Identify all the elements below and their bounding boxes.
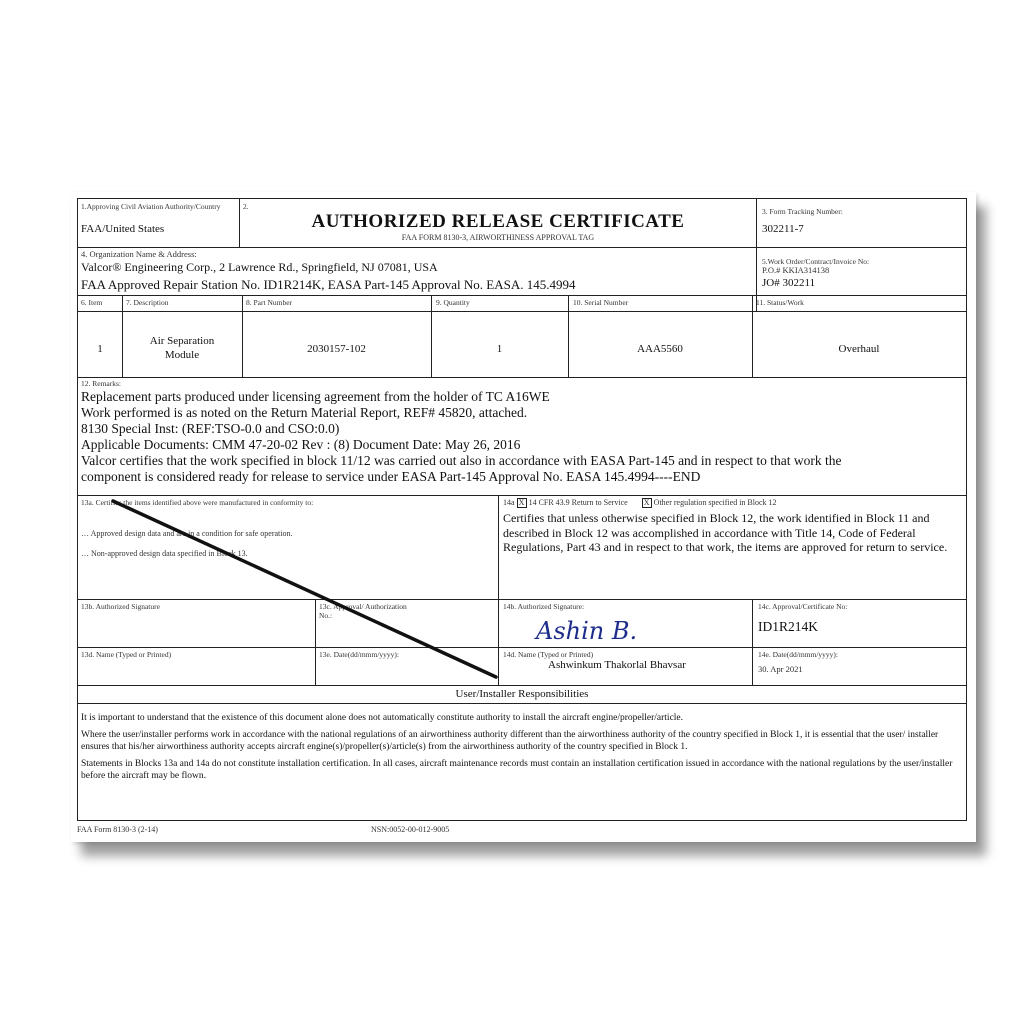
block4-line1: Valcor® Engineering Corp., 2 Lawrence Rd., Springfield, NJ 07081, USA [81,260,438,274]
block14a-checkbox-other[interactable]: X [642,498,652,508]
remarks-line: Valcor certifies that the work specified in block 11/12 was carried out also in accordance with EASA Part-145 and in respect to that work the [81,453,842,468]
remarks-line: component is considered ready for release to service under EASA Part-145 Approval No. EASA 145.4994----END [81,469,701,484]
row-part: 2030157-102 [307,343,366,355]
col-status-header: 11. Status/Work [756,298,804,307]
block13a-option2: … Non-approved design data specified in Block 13. [81,549,248,558]
block5-label: 5.Work Order/Contract/Invoice No: [762,257,870,266]
block3-label: 3. Form Tracking Number: [762,207,843,216]
block13a-option2-text: Non-approved design data specified in Block 13. [91,549,248,558]
block14a-header [503,498,777,508]
block14d-value: Ashwinkum Thakorlal Bhavsar [548,659,686,671]
block13a-label: 13a. Certifies the items identified above were manufactured in conformity to: [81,498,314,507]
row-qty: 1 [496,343,503,355]
block5-line1: P.O.# KKIA314138 [762,265,830,275]
block13a-option1-text: Approved design data and are in a condition for safe operation. [90,529,293,538]
responsibilities-paragraph: It is important to understand that the existence of this document alone does not automatically constitute authority to install the aircraft engine/propeller/article. [81,713,684,723]
block13d-label: 13d. Name (Typed or Printed) [81,650,172,659]
block14a-label: 14a [503,498,515,507]
responsibilities-body [81,712,961,782]
block14a-checkbox-return[interactable]: X [517,498,527,508]
block3-value: 302211-7 [762,223,804,235]
block4-label: 4. Organization Name & Address: [81,249,197,259]
remarks-block [81,389,961,485]
block1-value: FAA/United States [81,223,165,235]
certificate-sheet [71,192,976,842]
row-serial: AAA5560 [637,343,683,355]
footer-form-number: FAA Form 8130-3 (2-14) [77,825,158,834]
row-desc-line1: Air Separation [149,335,215,347]
void-strike-line [78,495,508,685]
remarks-line: Work performed is as noted on the Return Material Report, REF# 45820, attached. [81,405,528,420]
block14e-label: 14e. Date(dd/mmm/yyyy): [758,650,838,659]
block14c-label: 14c. Approval/Certificate No: [758,602,848,611]
block13c-label: 13c. Approval/ Authorization No.: [319,602,407,620]
remarks-line: Applicable Documents: CMM 47-20-02 Rev : (8) Document Date: May 26, 2016 [81,437,521,452]
responsibilities-paragraph: Where the user/installer performs work in accordance with the national regulations of an airworthiness authority different than the airworthiness authority of the country specified in Block 1, it is essential that the user/ installer ensures that his/her airworthiness authority accepts aircraft engine(s)/propeller(s)/article(s) from the airworthiness authority of the country specified in Block 1. [81,730,939,752]
authorized-signature: Ashin B. [536,617,638,645]
col-item-header: 6. Item [81,298,103,307]
block13e-label: 13e. Date(dd/mmm/yyyy): [319,650,399,659]
remarks-line: 8130 Special Inst: (REF:TSO-0.0 and CSO:0.0) [81,421,340,436]
block1-label: 1.Approving Civil Aviation Authority/Country [81,202,221,211]
block14a-option2: Other regulation specified in Block 12 [653,498,777,507]
block14a-text: Certifies that unless otherwise specified in Block 12, the work identified in Block 11 and described in Block 12 was accomplished in accordance with Title 14, Code of Federal Regulations, Part 43 and in respect to that work, the items are approved for return to service. [503,511,948,554]
remarks-label: 12. Remarks: [81,379,121,388]
col-desc-header: 7. Description [126,298,169,307]
col-part-header: 8. Part Number [246,298,293,307]
row-desc-line2: Module [164,349,200,361]
remarks-line: Replacement parts produced under licensing agreement from the holder of TC A16WE [81,389,550,404]
row-item: 1 [97,343,103,355]
block5-line2: JO# 302211 [762,277,816,289]
block13a-option1: … Approved design data and are in a condition for safe operation. [81,529,293,538]
footer-nsn: NSN:0052-00-012-9005 [371,825,450,834]
block14e-value: 30. Apr 2021 [758,664,803,674]
block14c-value: ID1R214K [758,619,818,634]
responsibilities-paragraph: Statements in Blocks 13a and 14a do not constitute installation certification. In all cases, aircraft maintenance records must contain an installation certification issued in accordance with the national regulations by the user/installer before the aircraft may be flown. [81,759,953,781]
row-status: Overhaul [838,343,880,355]
form-title: AUTHORIZED RELEASE CERTIFICATE [311,211,685,232]
block14b-label: 14b. Authorized Signature: [503,602,585,611]
block4-line2: FAA Approved Repair Station No. ID1R214K, EASA Part-145 Approval No. EASA. 145.4994 [81,277,576,292]
col-serial-header: 10. Serial Number [573,298,629,307]
responsibilities-title: User/Installer Responsibilities [455,688,589,700]
block2-label: 2. [243,202,249,211]
col-qty-header: 9. Quantity [436,298,470,307]
block14d-label: 14d. Name (Typed or Printed) [503,650,594,659]
form-subtitle: FAA FORM 8130-3, AIRWORTHINESS APPROVAL TAG [401,233,595,242]
certificate-form [77,198,967,821]
block14a-option1: 14 CFR 43.9 Return to Service [528,498,628,507]
block13b-label: 13b. Authorized Signature [81,602,160,611]
